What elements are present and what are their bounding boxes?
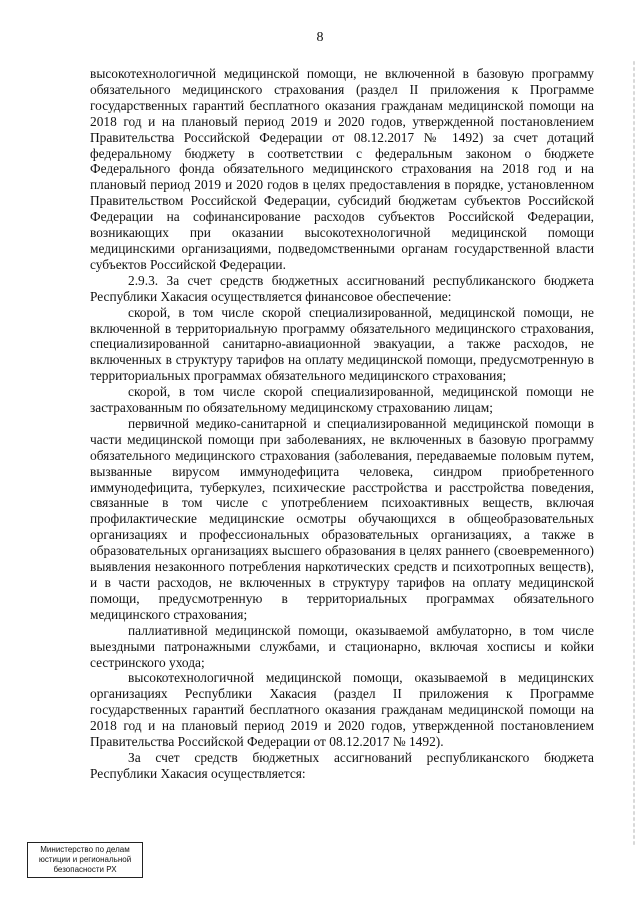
stamp-line: Министерство по делам	[40, 845, 130, 854]
document-body	[90, 66, 594, 782]
paragraph: паллиативной медицинской помощи, оказываемой амбулаторно, в том числе выездными патронажными службами, и стационарно, включая хосписы и койки сестринского ухода;	[90, 622, 594, 670]
paragraph: высокотехнологичной медицинской помощи, оказываемой в медицинских организациях Республики Хакасия (раздел II приложения к Программе государственных гарантий бесплатного оказания гражданам медицинской помощи на 2018 год и на плановый период 2019 и 2020 годов, утвержденной постановлением Правительства Российской Федерации от 08.12.2017 № 1492).	[90, 670, 594, 750]
stamp-line: юстиции и региональной	[38, 855, 132, 864]
paragraph: За счет средств бюджетных ассигнований республиканского бюджета Республики Хакасия осуществляется:	[90, 749, 594, 781]
paragraph: 2.9.3. За счет средств бюджетных ассигнований республиканского бюджета Республики Хакасия осуществляется финансовое обеспечение:	[90, 272, 594, 304]
paragraph: первичной медико-санитарной и специализированной медицинской помощи в части медицинской помощи при заболеваниях, не включенных в базовую программу обязательного медицинского страхования (заболевания, передаваемые половым путем, вызванные вирусом иммунодефицита человека, синдром приобретенного иммунодефицита, туберкулез, психические расстройства и расстройства поведения, связанные в том числе с употреблением психоактивных веществ, включая профилактические медицинские осмотры обучающихся в общеобразовательных организациях и профессиональных образовательных организациях, а также в образовательных организациях высшего образования в целях раннего (своевременного) выявления незаконного потребления наркотических средств и психотропных веществ), и в части расходов, не включенных в структуру тарифов на оплату медицинской помощи, предусмотренную в территориальных программах обязательного медицинского страхования;	[90, 415, 594, 622]
paragraph: скорой, в том числе скорой специализированной, медицинской помощи не застрахованным по обязательному медицинскому страхованию лицам;	[90, 384, 594, 416]
paragraph: высокотехнологичной медицинской помощи, не включенной в базовую программу обязательного медицинского страхования (раздел II приложения к Программе государственных гарантий бесплатного оказания гражданам медицинской помощи на 2018 год и на плановый период 2019 и 2020 годов, утвержденной постановлением Правительства Российской Федерации от 08.12.2017 № 1492) за счет дотаций федеральному бюджету в соответствии с федеральным законом о бюджете Федерального фонда обязательного медицинского страхования на 2018 год и на плановый период 2019 и 2020 годов в целях предоставления в порядке, установленном Правительством Российской Федерации, субсидий бюджетам субъектов Российской Федерации на софинансирование расходов субъектов Российской Федерации, возникающих при оказании высокотехнологичной медицинской помощи медицинскими организациями, подведомственными органам государственной власти субъектов Российской Федерации.	[90, 66, 594, 272]
scan-edge-dots	[633, 60, 635, 845]
page-number: 8	[316, 30, 324, 45]
stamp-line: безопасности РХ	[53, 865, 117, 874]
ministry-stamp	[27, 842, 143, 878]
paragraph: скорой, в том числе скорой специализированной, медицинской помощи, не включенной в территориальную программу обязательного медицинского страхования, специализированной санитарно-авиационной эвакуации, а также расходов, не включенных в структуру тарифов на оплату медицинской помощи, предусмотренную в территориальных программах обязательного медицинского страхования;	[90, 304, 594, 384]
